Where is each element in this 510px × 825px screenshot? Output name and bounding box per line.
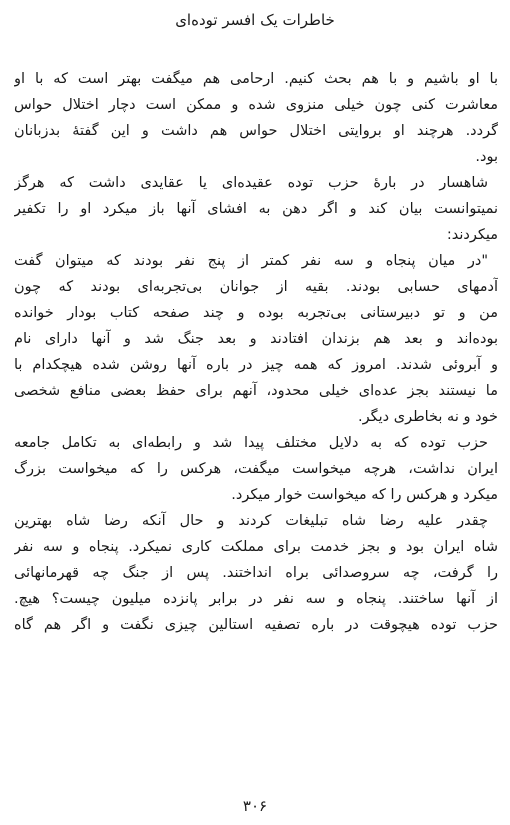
text-line: بوده‌اند و بعد هم بزندان افتادند و بعد جنگ شد و آنها دارای نام bbox=[14, 331, 498, 347]
text-line: گردد. هرچند او بروایتی اختلال حواس هم داشت و این گفته‌ٔ بدزبانان bbox=[14, 123, 498, 139]
text-line: و آبروئی شدند. امروز که همه چیز در باره آنها روشن شده هیچکدام با bbox=[14, 357, 498, 373]
text-line: با او باشیم و با هم بحث کنیم. ارحامی هم میگفت بهتر است که با او bbox=[14, 71, 498, 87]
text-line: بود. bbox=[475, 149, 498, 165]
text-line: شاه ایران بود و بجز خدمت برای مملکت کاری نمیکرد. پنجاه و سه نفر bbox=[14, 539, 498, 555]
page-number: ۳۰۶ bbox=[242, 797, 268, 815]
text-line: شاهسار در بارهٔ حزب توده عقیده‌ای یا عقایدی داشت که هرگز bbox=[14, 175, 488, 191]
text-line: ما نیستند بجز عده‌ای خیلی محدود، آنهم برای حفظ بعضی منافع شخصی bbox=[14, 383, 498, 399]
text-line: میکردند: bbox=[446, 227, 498, 243]
text-line: "در میان پنجاه و سه نفر کمتر از پنج نفر بودند که میتوان گفت bbox=[14, 253, 488, 269]
text-line: چقدر علیه رضا شاه تبلیغات کردند و حال آنکه رضا شاه بهترین bbox=[14, 513, 488, 529]
text-line: خود و نه بخاطری دیگر. bbox=[358, 409, 498, 425]
body-text bbox=[14, 66, 498, 638]
text-line: میکرد و هرکس را که میخواست خوار میکرد. bbox=[231, 487, 498, 503]
text-line: معاشرت کنی چون خیلی منزوی شده و ممکن است دچار اختلال حواس bbox=[14, 97, 498, 113]
text-line: من و تو دبیرستانی بی‌تجربه بوده و چند صفحه کتاب بودار خوانده bbox=[14, 305, 498, 321]
running-header: خاطرات یک افسر توده‌ای bbox=[175, 11, 335, 29]
text-line: ایران نداشت، هرچه میخواست میگفت، هرکس را که میخواست بزرگ bbox=[14, 461, 498, 477]
text-line: حزب توده هیچوقت در باره تصفیه استالین چیزی نگفت و اگر هم گاه bbox=[14, 617, 498, 633]
text-line: را گرفت، چه سروصدائی براه انداختند. پس از جنگ چه قهرمانهائی bbox=[14, 565, 498, 581]
text-line: حزب توده که به دلایل مختلف پیدا شد و رابطه‌ای به تکامل جامعه bbox=[14, 435, 488, 451]
text-line: آدمهای حسابی بودند. بقیه از جوانان بی‌تجربه‌ای بودند که چون bbox=[14, 279, 498, 295]
text-line: نمیتوانست بیان کند و اگر دهن به افشای آنها باز میکرد او را تکفیر bbox=[14, 201, 498, 217]
text-line: از آنها ساختند. پنجاه و سه نفر در برابر پانزده میلیون چیست؟ هیچ. bbox=[14, 591, 498, 607]
